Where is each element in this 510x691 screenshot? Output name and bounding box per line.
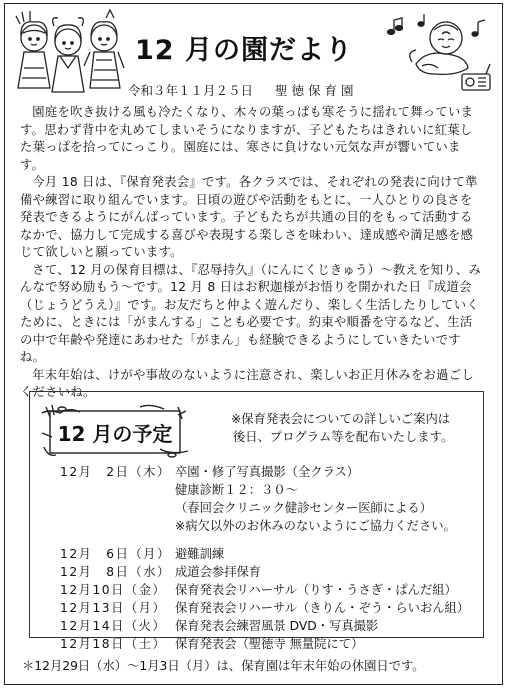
- event-text: 避難訓練: [175, 547, 225, 561]
- event-text: 健康診断１２：３０～: [175, 483, 298, 497]
- event-date: 12月14日（火）: [60, 619, 167, 633]
- event-date: 12月18日（土）: [60, 637, 167, 651]
- body-paragraph: さて、12 月の保育目標は、『忍辱持久』（にんにくじきゅう）～教えを知り、みんなで努め励もう～です。12 月 8 日はお釈迦様がお悟りを開かれた日『成道会（じょうどうえ）』です。お友だちと仲よく遊んだり、楽しく生活したりしていくために、ときには「がまんする」ことも必要です。約束や順番を守るなど、生活の中で年齢や発達にあわせた「がまん」も経験できるようにしていきたいですね。: [20, 262, 482, 364]
- nursery-name: 聖徳保育園: [275, 83, 358, 98]
- event-text: 成道会参拝保育: [175, 565, 262, 579]
- event-text: 保育発表会（聖徳寺 無量院にて）: [175, 637, 364, 651]
- newsletter-title: 12 月の園だより: [135, 35, 353, 66]
- schedule-note: [231, 410, 453, 446]
- event-date: 12月 2日（木）: [60, 465, 171, 479]
- schedule-note-line: 後日、プログラム等を配布いたします。: [233, 430, 454, 444]
- baby-and-radio-illustration: [386, 12, 494, 94]
- issue-line: [128, 81, 358, 99]
- event-date: 12月 6日（月）: [60, 547, 171, 561]
- schedule-heading: 12 月の予定: [57, 422, 173, 446]
- event-text: 保育発表会練習風景 DVD・写真撮影: [175, 619, 379, 633]
- event-date: 12月13日（月）: [60, 601, 167, 615]
- body-paragraph: 年末年始は、けがや事故のないように注意され、楽しいお正月休みをお過ごしくださいね。: [20, 367, 474, 399]
- event-text: 保育発表会リハーサル（きりん・ぞう・らいおん組）: [175, 601, 470, 615]
- issue-date: 令和３年１１月２５日: [128, 83, 254, 98]
- schedule-heading-badge: [40, 403, 190, 461]
- holiday-note: ＊12月29日（水）～1月3日（月）は、保育園は年末年始の休園日です。: [22, 659, 425, 673]
- body-paragraph: 今月 18 日は、『保育発表会』です。各クラスでは、それぞれの発表に向けて準備や練習に取り組んでいます。日頃の遊びや活動をもとに、一人ひとりの良さを発表できるようにがんばっています。子どもたちが共通の目的をもって活動するなかで、協力して完成する喜びや表現する楽しさを味わい、達成感や満足感を感じて欲しいと願っています。: [20, 175, 478, 259]
- event-date: 12月10日（金）: [60, 583, 167, 597]
- event-text: 保育発表会リハーサル（りす・うさぎ・ぱんだ組）: [175, 583, 457, 597]
- event-text: ※病欠以外のお休みのないようにご協力ください。: [175, 519, 456, 533]
- event-text: 卒園・修了写真撮影（全クラス）: [175, 465, 360, 479]
- body-paragraph: 園庭を吹き抜ける風も冷たくなり、木々の葉っぱも寒そうに揺れて舞っています。思わず背中を丸めてしまいそうになりますが、子どもたちはきれいに紅葉した葉っぱを拾ってにっこり。園庭には、寒さに負けない元気な声が響いています。: [20, 105, 474, 172]
- children-illustration: [10, 8, 128, 100]
- event-text: （春回会クリニック健診センター医師による）: [175, 501, 433, 515]
- newsletter-body: [20, 104, 482, 402]
- event-date: 12月 8日（水）: [60, 565, 171, 579]
- schedule-note-line: ※保育発表会についての詳しいご案内は: [231, 412, 451, 426]
